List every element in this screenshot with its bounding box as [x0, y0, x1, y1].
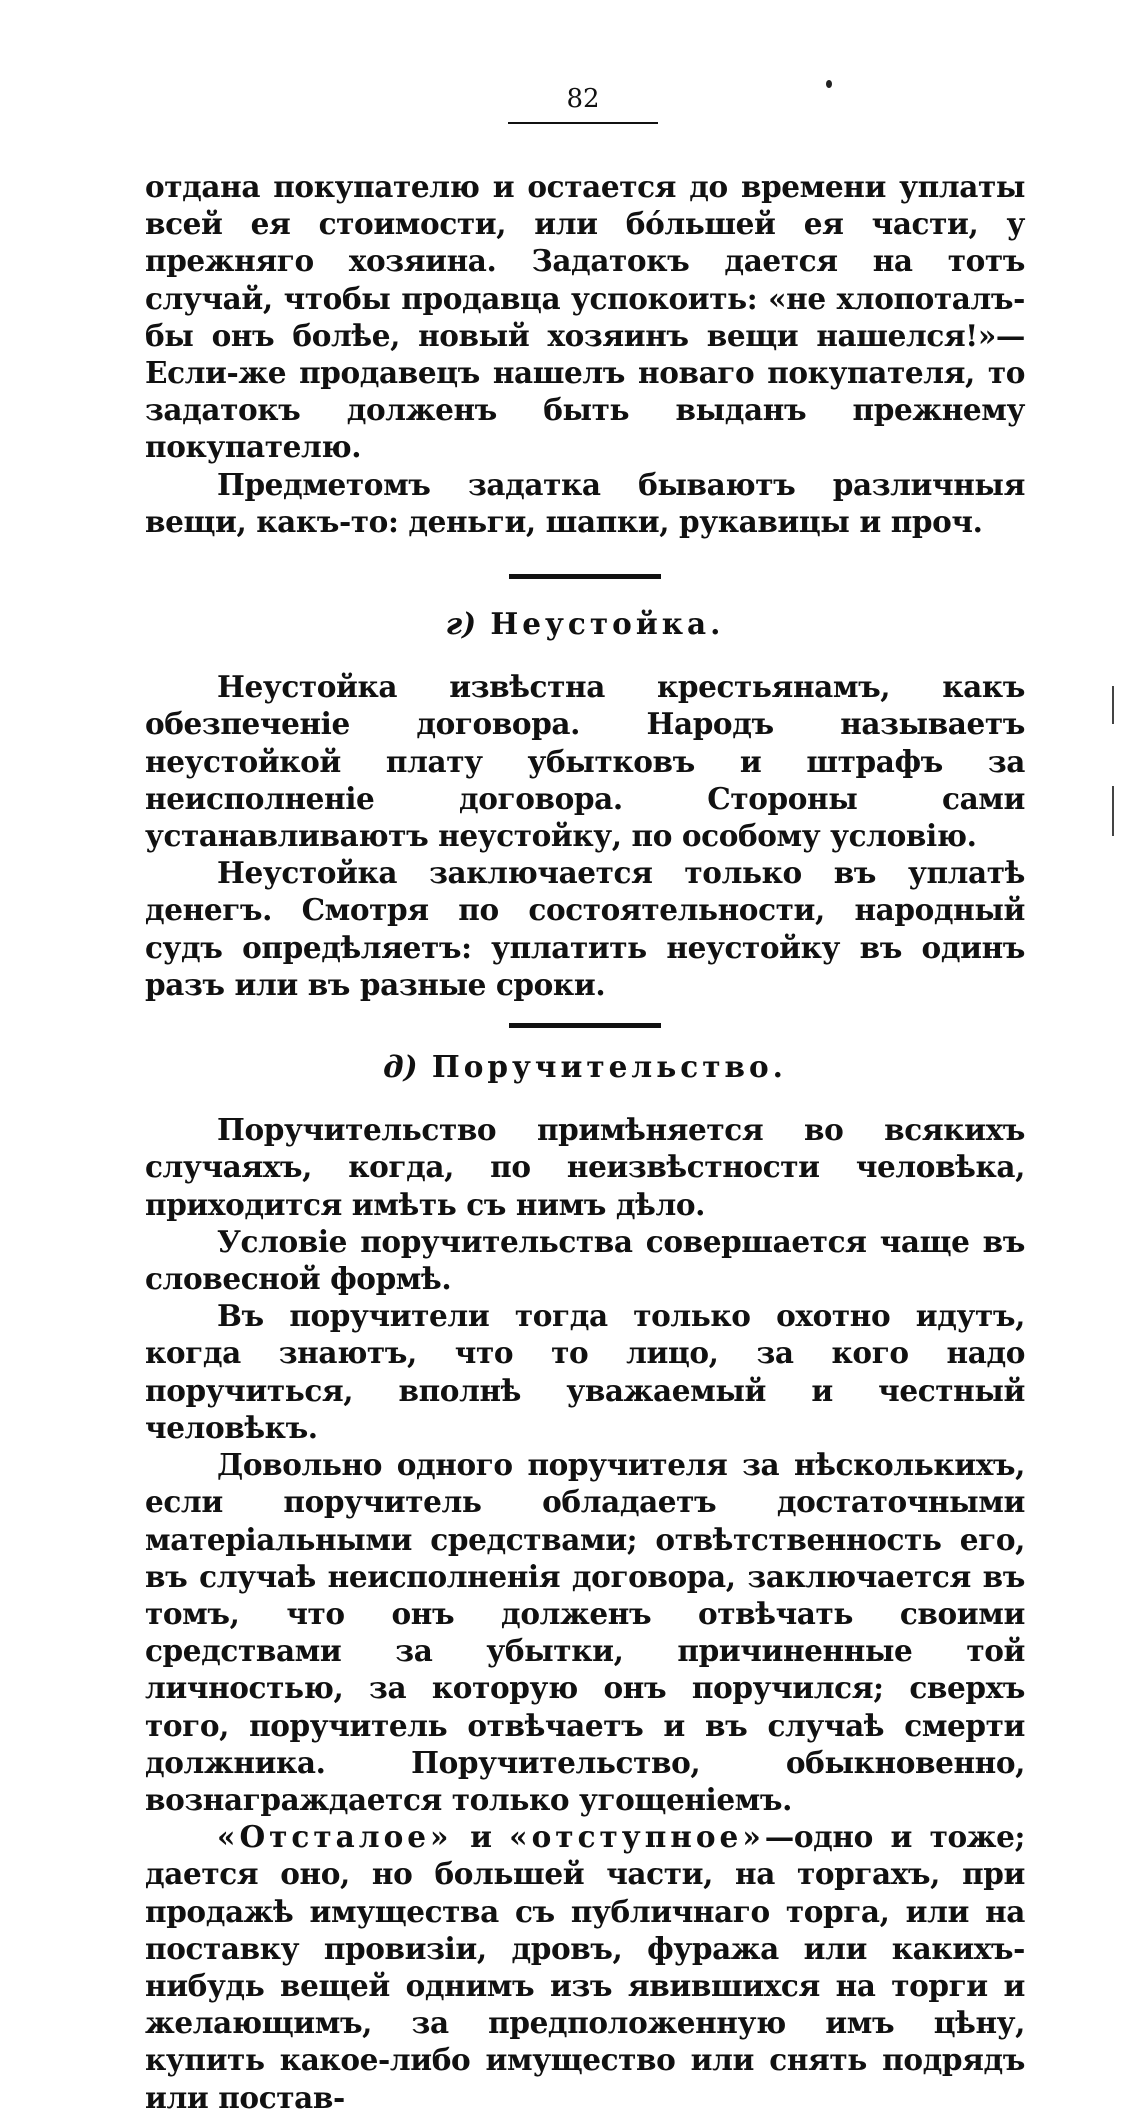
- paragraph-poruch-1: Поручительство примѣняется во всякихъ случаяхъ, когда, по неизвѣстности человѣка, приходится имѣть съ нимъ дѣло.: [145, 1112, 1025, 1222]
- section-title-text: Неустойка.: [490, 606, 725, 642]
- section-heading-poruchitelstvo: [145, 1048, 1025, 1085]
- paragraph-poruch-4: Довольно одного поручителя за нѣсколькихъ, если поручитель обладаетъ достаточными матеріальными средствами; отвѣтственность его, въ случаѣ неисполненія договора, заключается въ томъ, что онъ долженъ отвѣчать своими средствами за убытки, причиненные той личностью, за которую онъ поручился; сверхъ того, поручитель отвѣчаетъ и въ случаѣ смерти должника. Поручительство, обыкновенно, вознаграждается только угощеніемъ.: [145, 1447, 1025, 1817]
- ink-speck: [826, 80, 832, 88]
- text-column: [145, 168, 1025, 2116]
- paragraph-rest: —одно и тоже; дается оно, но большей части, на торгахъ, при продажѣ имущества съ публичнаго торга, или на поставку провизіи, дровъ, фуража или какихъ-нибудь вещей однимъ изъ явившихся на торги и желающимъ, за предположенную имъ цѣну, купить какое-либо имущество или снять подрядъ или постав-: [145, 1819, 1025, 2115]
- paragraph-neustoyka-1: Неустойка извѣстна крестьянамъ, какъ обезпеченіе договора. Народъ называетъ неустойкой плату убытковъ и штрафъ за неисполненіе договора. Стороны сами устанавливаютъ неустойку, по особому условію.: [145, 669, 1025, 854]
- paragraph-neustoyka-2: Неустойка заключается только въ уплатѣ денегъ. Смотря по состоятельности, народный судъ опредѣляетъ: уплатить неустойку въ одинъ разъ или въ разные сроки.: [145, 855, 1025, 1002]
- term-otstaloe: «Отсталое»: [217, 1819, 453, 1855]
- paragraph-poruch-5: [145, 1818, 1025, 2116]
- term-otstupnoe: «отступное»: [509, 1819, 765, 1855]
- paragraph-poruch-3: Въ поручители тогда только охотно идутъ, когда знаютъ, что то лицо, за кого надо поручиться, вполнѣ уважаемый и честный человѣкъ.: [145, 1298, 1025, 1445]
- page-number-rule: [508, 122, 658, 124]
- margin-mark-top: [1112, 686, 1114, 724]
- margin-mark-bottom: [1112, 786, 1114, 836]
- conjunction: и: [452, 1819, 510, 1855]
- section-letter: д): [383, 1049, 418, 1085]
- paragraph-intro-1: отдана покупателю и остается до времени уплаты всей ея стоимости, или бо́льшей ея части, у прежняго хозяина. Задатокъ дается на тотъ случай, чтобы продавца успокоить: «не хлопоталъ-бы онъ болѣе, новый хозяинъ вещи нашелся!»—Если-же продавецъ нашелъ новаго покупателя, то задатокъ долженъ быть выданъ прежнему покупателю.: [145, 169, 1025, 465]
- paragraph-poruch-2: Условіе поручительства совершается чаще въ словесной формѣ.: [145, 1223, 1025, 1297]
- paragraph-intro-2: Предметомъ задатка бываютъ различныя вещи, какъ-то: деньги, шапки, рукавицы и проч.: [145, 466, 1025, 539]
- section-title-text: Поручительство.: [431, 1049, 787, 1085]
- page-number: 82: [566, 84, 600, 114]
- section-heading-neustoyka: [145, 605, 1025, 642]
- section-letter: г): [445, 606, 477, 642]
